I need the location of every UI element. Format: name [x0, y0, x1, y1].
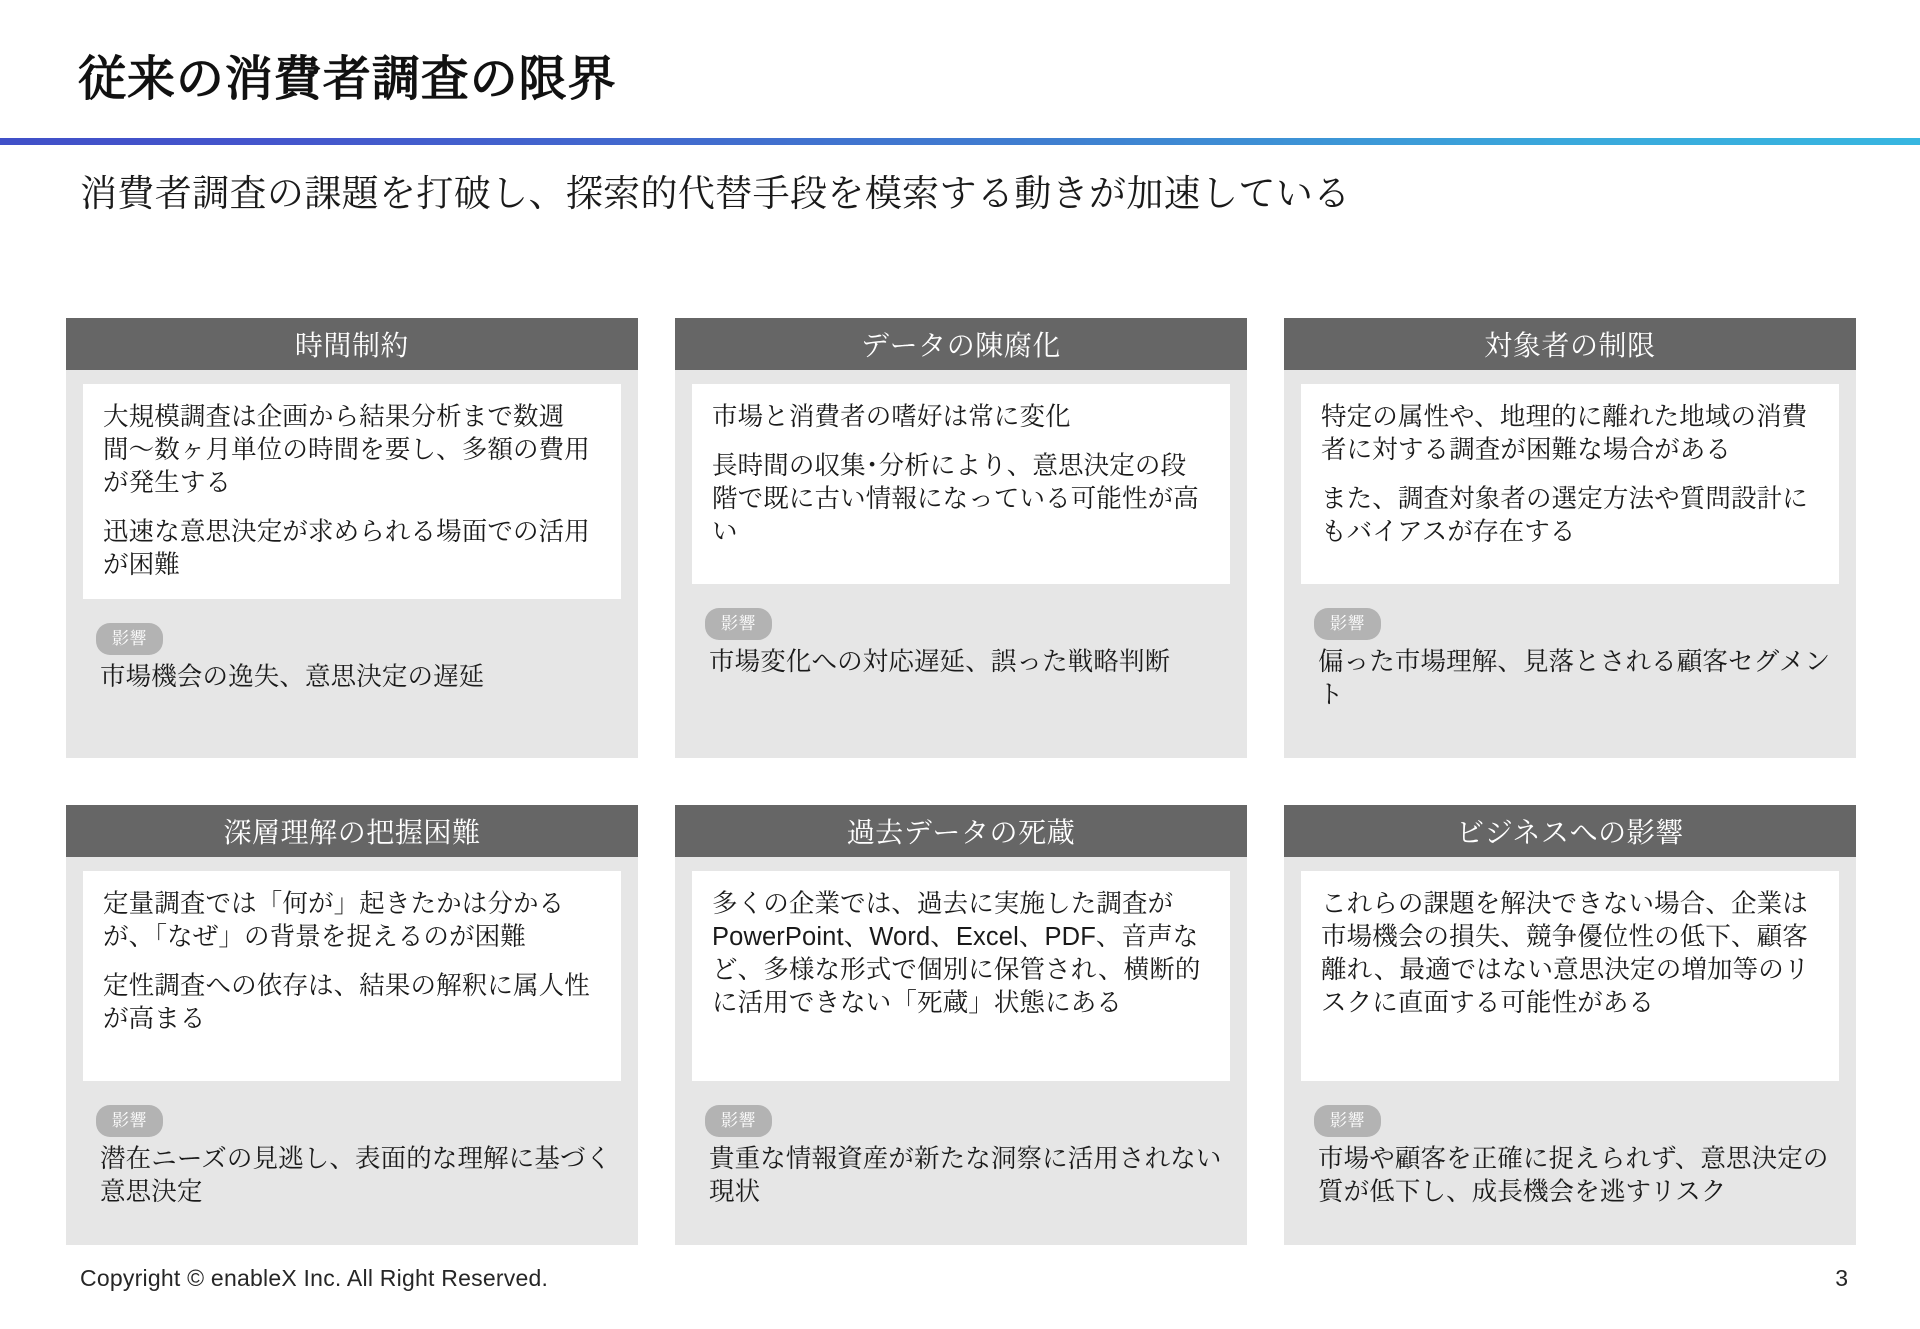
status-badge: 影響 — [1314, 608, 1381, 640]
card-title: 過去データの死蔵 — [675, 805, 1247, 857]
card-title: データの陳腐化 — [675, 318, 1247, 370]
page-subtitle: 消費者調査の課題を打破し、探索的代替手段を模索する動きが加速している — [80, 173, 1351, 214]
card-bullet: また、調査対象者の選定方法や質問設計にもバイアスが存在する — [1321, 484, 1808, 546]
status-badge: 影響 — [705, 608, 772, 640]
slide-header — [0, 0, 1920, 214]
card-body — [675, 857, 1247, 1081]
card-bullets — [83, 871, 621, 1081]
card-bullets — [692, 384, 1230, 584]
card-title: 深層理解の把握困難 — [66, 805, 638, 857]
card-bullet: 多くの企業では、過去に実施した調査がPowerPoint、Word、Excel、PDF、音声など、多様な形式で個別に保管され、横断的に活用できない「死蔵」状態にある — [712, 890, 1201, 1017]
card-bullet: 定性調査への依存は、結果の解釈に属人性が高まる — [103, 971, 590, 1033]
card-deep-understanding — [66, 805, 638, 1245]
card-bullet: 定量調査では「何が」起きたかは分かるが、「なぜ」の背景を捉えるのが困難 — [103, 890, 565, 951]
card-bullets — [692, 871, 1230, 1081]
card-impact — [66, 599, 638, 758]
page-title: 従来の消費者調査の限界 — [78, 53, 617, 106]
impact-text: 偏った市場理解、見落とされる顧客セグメント — [1318, 648, 1831, 710]
impact-text: 市場や顧客を正確に捉えられず、意思決定の質が低下し、成長機会を逃すリスク — [1318, 1145, 1829, 1207]
impact-text: 市場機会の逸失、意思決定の遅延 — [100, 663, 485, 692]
card-body — [66, 370, 638, 599]
card-respondent-limitation — [1284, 318, 1856, 758]
title-divider — [0, 138, 1920, 145]
card-body — [66, 857, 638, 1081]
status-badge: 影響 — [1314, 1105, 1381, 1137]
card-title: ビジネスへの影響 — [1284, 805, 1856, 857]
card-impact — [675, 584, 1247, 758]
card-data-obsolescence — [675, 318, 1247, 758]
impact-text: 市場変化への対応遅延、誤った戦略判断 — [709, 648, 1171, 676]
card-bullets — [1301, 871, 1839, 1081]
limitation-card-grid — [66, 318, 1856, 1245]
slide-footer — [0, 1239, 1920, 1329]
impact-text: 潜在ニーズの見逃し、表面的な理解に基づく意思決定 — [100, 1145, 612, 1207]
card-dormant-data — [675, 805, 1247, 1245]
card-title: 対象者の制限 — [1284, 318, 1856, 370]
page-number: 3 — [1835, 1265, 1848, 1291]
card-body — [1284, 370, 1856, 584]
copyright-text: Copyright © enableX Inc. All Right Reserved. — [80, 1265, 549, 1291]
card-bullets — [1301, 384, 1839, 584]
card-bullets — [83, 384, 621, 599]
card-body — [675, 370, 1247, 584]
status-badge: 影響 — [96, 1105, 163, 1137]
card-bullet: 大規模調査は企画から結果分析まで数週間〜数ヶ月単位の時間を要し、多額の費用が発生する — [103, 403, 590, 497]
card-bullet: 特定の属性や、地理的に離れた地域の消費者に対する調査が困難な場合がある — [1321, 403, 1808, 464]
card-impact — [1284, 1081, 1856, 1245]
card-impact — [1284, 584, 1856, 758]
card-bullet: 迅速な意思決定が求められる場面での活用が困難 — [103, 517, 590, 579]
card-title: 時間制約 — [66, 318, 638, 370]
status-badge: 影響 — [705, 1105, 772, 1137]
impact-text: 貴重な情報資産が新たな洞察に活用されない現状 — [709, 1145, 1222, 1207]
card-impact — [66, 1081, 638, 1245]
card-time-constraint — [66, 318, 638, 758]
card-body — [1284, 857, 1856, 1081]
status-badge: 影響 — [96, 623, 163, 655]
card-business-impact — [1284, 805, 1856, 1245]
card-impact — [675, 1081, 1247, 1245]
card-bullet: 市場と消費者の嗜好は常に変化 — [712, 403, 1071, 431]
card-bullet: 長時間の収集･分析により、意思決定の段階で既に古い情報になっている可能性が高い — [712, 451, 1199, 546]
card-bullet: これらの課題を解決できない場合、企業は市場機会の損失、競争優位性の低下、顧客離れ、最適ではない意思決定の増加等のリスクに直面する可能性がある — [1321, 890, 1810, 1017]
